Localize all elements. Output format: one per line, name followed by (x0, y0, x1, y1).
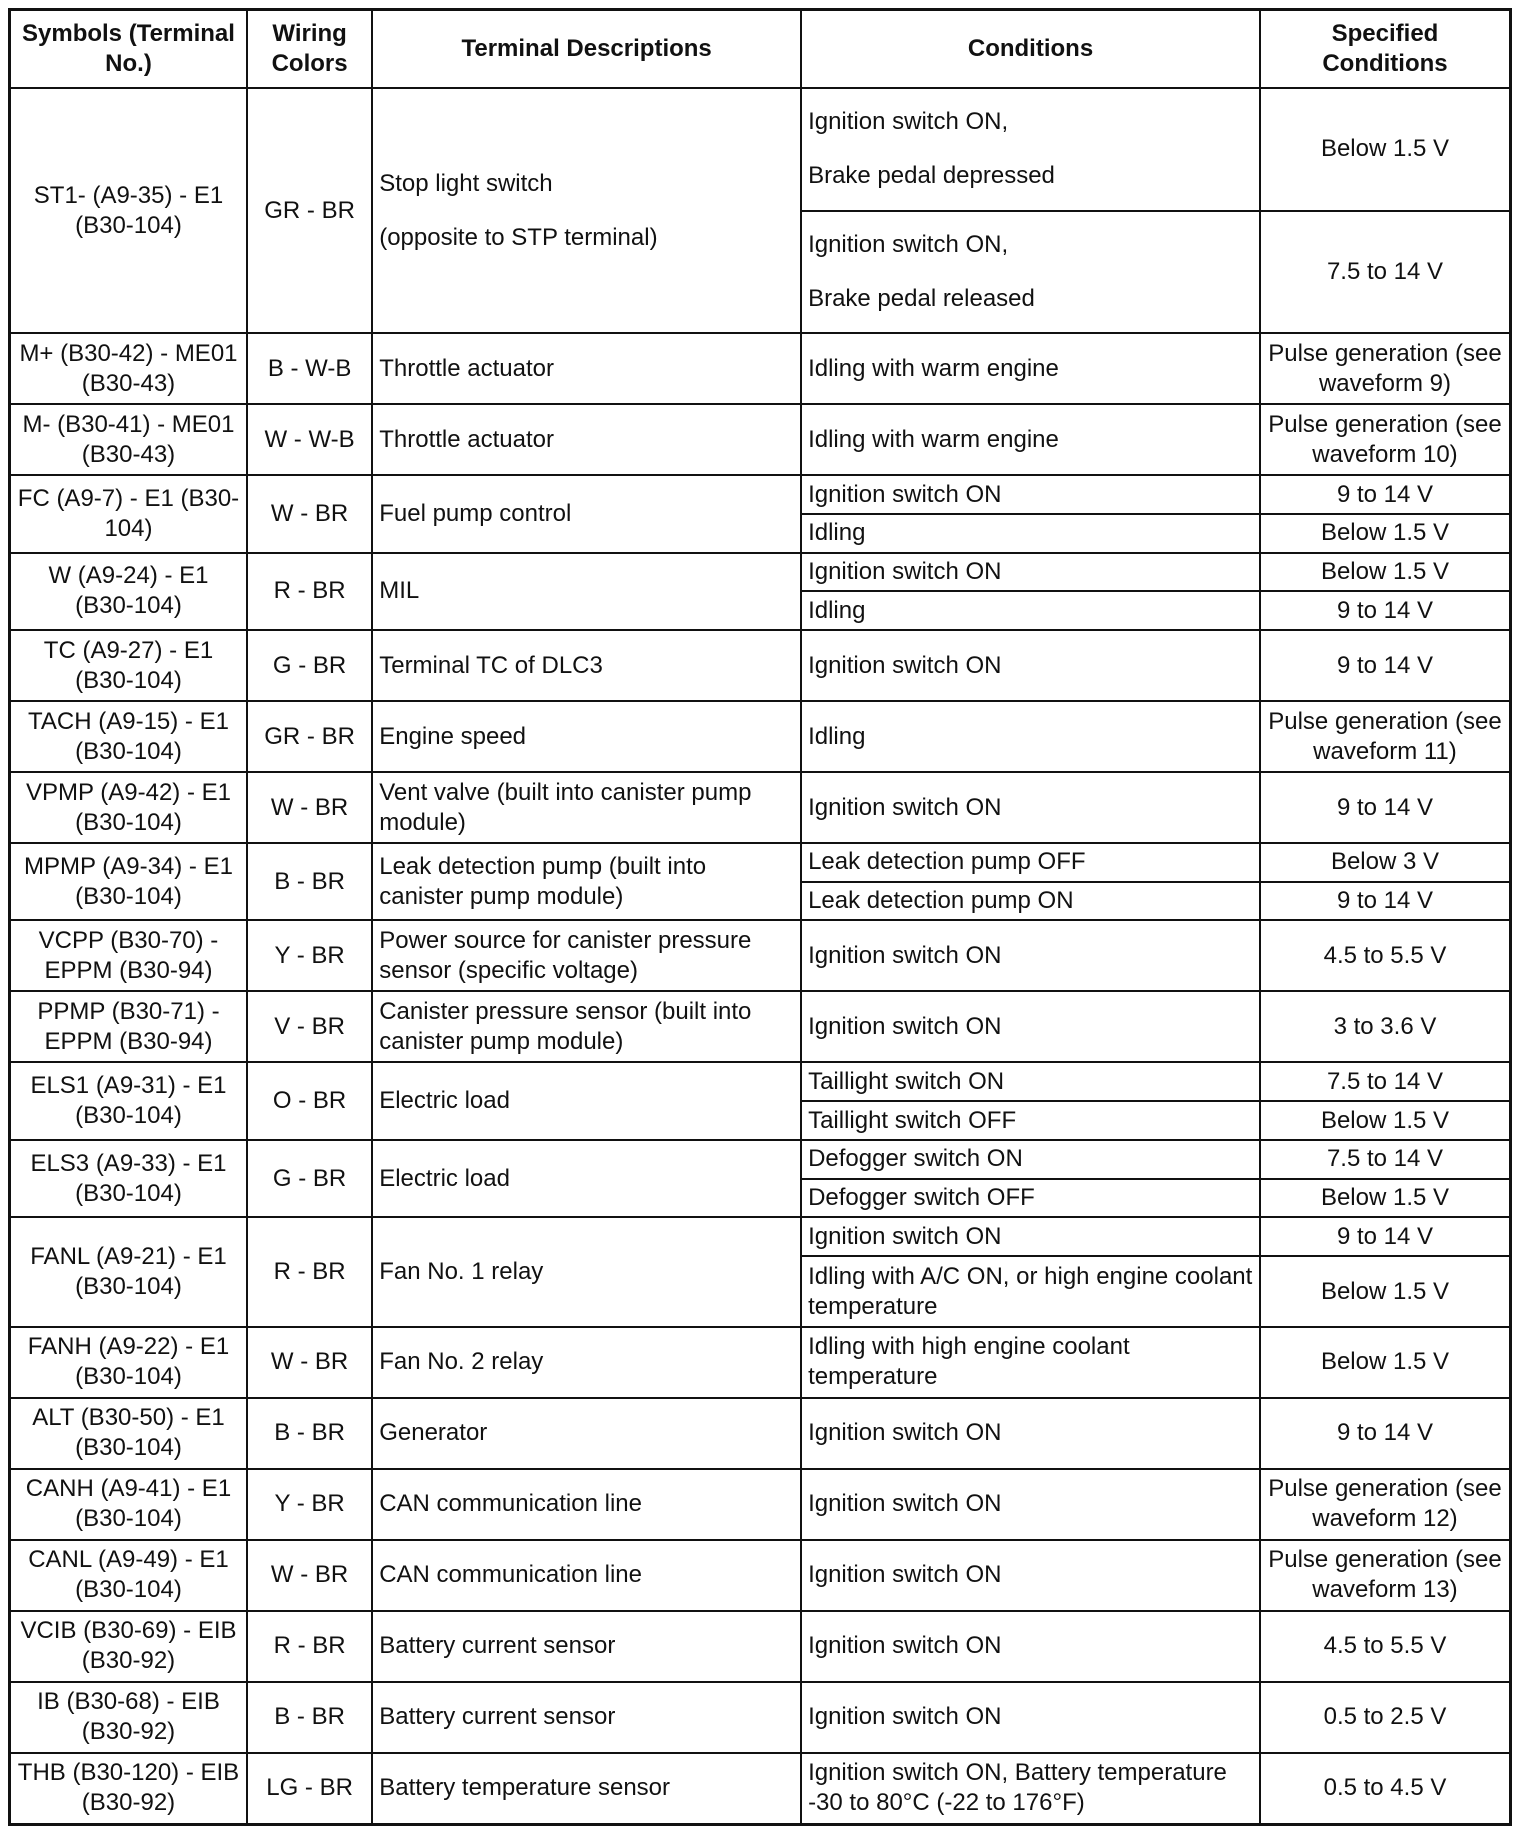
terminal-description: Canister pressure sensor (built into canister pump module) (372, 991, 801, 1062)
table-row (10, 1398, 1511, 1469)
header-symbols: Symbols (Terminal No.) (10, 10, 247, 89)
wiring-color: LG - BR (247, 1753, 372, 1825)
terminal-description: CAN communication line (372, 1469, 801, 1540)
table-row (10, 1469, 1511, 1540)
condition: Defogger switch OFF (801, 1179, 1260, 1218)
specified-condition: 4.5 to 5.5 V (1260, 1611, 1511, 1682)
specified-condition: 9 to 14 V (1260, 1217, 1511, 1256)
table-row (10, 88, 1511, 211)
terminal-description: Engine speed (372, 701, 801, 772)
specified-condition: 3 to 3.6 V (1260, 991, 1511, 1062)
wiring-color: GR - BR (247, 88, 372, 333)
specified-condition: 4.5 to 5.5 V (1260, 920, 1511, 991)
wiring-color: R - BR (247, 1611, 372, 1682)
table-row (10, 1140, 1511, 1179)
condition: Ignition switch ON (801, 991, 1260, 1062)
specified-condition: 9 to 14 V (1260, 772, 1511, 843)
terminal-description: Electric load (372, 1140, 801, 1217)
specified-condition: 7.5 to 14 V (1260, 1140, 1511, 1179)
table-body (10, 88, 1511, 1825)
condition: Ignition switch ON (801, 630, 1260, 701)
specified-condition: Pulse generation (see waveform 13) (1260, 1540, 1511, 1611)
wiring-color: W - BR (247, 1540, 372, 1611)
terminal-symbol: VPMP (A9-42) - E1 (B30-104) (10, 772, 247, 843)
terminal-symbol: VCIB (B30-69) - EIB (B30-92) (10, 1611, 247, 1682)
condition: Ignition switch ON (801, 553, 1260, 592)
table-row (10, 1327, 1511, 1398)
condition: Ignition switch ON (801, 920, 1260, 991)
specified-condition: 9 to 14 V (1260, 882, 1511, 921)
wiring-color: GR - BR (247, 701, 372, 772)
terminal-description: Fuel pump control (372, 475, 801, 552)
header-row (10, 10, 1511, 89)
condition: Ignition switch ON (801, 1398, 1260, 1469)
specified-condition: Below 1.5 V (1260, 1327, 1511, 1398)
table-row (10, 1611, 1511, 1682)
wiring-color: B - W-B (247, 333, 372, 404)
specified-condition: Below 1.5 V (1260, 1256, 1511, 1327)
terminal-description: Vent valve (built into canister pump module) (372, 772, 801, 843)
terminal-symbol: IB (B30-68) - EIB (B30-92) (10, 1682, 247, 1753)
wiring-color: B - BR (247, 843, 372, 920)
specified-condition: 7.5 to 14 V (1260, 1062, 1511, 1101)
terminal-symbol: TACH (A9-15) - E1 (B30-104) (10, 701, 247, 772)
condition: Ignition switch ON (801, 1540, 1260, 1611)
specified-condition: 9 to 14 V (1260, 1398, 1511, 1469)
table-row (10, 1753, 1511, 1825)
wiring-color: B - BR (247, 1398, 372, 1469)
condition: Defogger switch ON (801, 1140, 1260, 1179)
wiring-color: W - W-B (247, 404, 372, 475)
terminal-symbol: W (A9-24) - E1 (B30-104) (10, 553, 247, 630)
condition: Leak detection pump OFF (801, 843, 1260, 882)
terminal-symbol: FC (A9-7) - E1 (B30-104) (10, 475, 247, 552)
terminal-symbol: ELS1 (A9-31) - E1 (B30-104) (10, 1062, 247, 1139)
terminal-symbol: VCPP (B30-70) - EPPM (B30-94) (10, 920, 247, 991)
wiring-color: Y - BR (247, 1469, 372, 1540)
terminal-symbol: ELS3 (A9-33) - E1 (B30-104) (10, 1140, 247, 1217)
terminal-symbol: M+ (B30-42) - ME01 (B30-43) (10, 333, 247, 404)
condition: Leak detection pump ON (801, 882, 1260, 921)
terminal-description: Battery current sensor (372, 1611, 801, 1682)
terminal-symbol: MPMP (A9-34) - E1 (B30-104) (10, 843, 247, 920)
wiring-color: Y - BR (247, 920, 372, 991)
terminal-symbol: FANL (A9-21) - E1 (B30-104) (10, 1217, 247, 1327)
terminal-symbol: TC (A9-27) - E1 (B30-104) (10, 630, 247, 701)
header-specified-conditions: Specified Conditions (1260, 10, 1511, 89)
condition: Ignition switch ON (801, 1682, 1260, 1753)
condition: Ignition switch ON (801, 1469, 1260, 1540)
condition: Ignition switch ON, Brake pedal released (801, 211, 1260, 334)
terminal-symbol: FANH (A9-22) - E1 (B30-104) (10, 1327, 247, 1398)
condition: Taillight switch ON (801, 1062, 1260, 1101)
terminal-symbol: THB (B30-120) - EIB (B30-92) (10, 1753, 247, 1825)
terminal-description: Power source for canister pressure sensor (specific voltage) (372, 920, 801, 991)
terminal-description: Fan No. 1 relay (372, 1217, 801, 1327)
terminal-description: Terminal TC of DLC3 (372, 630, 801, 701)
table-row (10, 1540, 1511, 1611)
table-row (10, 991, 1511, 1062)
table-row (10, 772, 1511, 843)
table-row (10, 333, 1511, 404)
terminal-description: Stop light switch (opposite to STP terminal) (372, 88, 801, 333)
table-row (10, 1682, 1511, 1753)
condition: Ignition switch ON (801, 1217, 1260, 1256)
condition: Ignition switch ON, Battery temperature -30 to 80°C (-22 to 176°F) (801, 1753, 1260, 1825)
terminal-symbol: ST1- (A9-35) - E1 (B30-104) (10, 88, 247, 333)
specified-condition: Below 1.5 V (1260, 553, 1511, 592)
condition: Idling with warm engine (801, 404, 1260, 475)
condition: Idling (801, 701, 1260, 772)
wiring-color: W - BR (247, 475, 372, 552)
terminal-symbol: CANH (A9-41) - E1 (B30-104) (10, 1469, 247, 1540)
wiring-color: V - BR (247, 991, 372, 1062)
table-row (10, 1062, 1511, 1101)
specified-condition: Below 1.5 V (1260, 88, 1511, 211)
terminal-symbol: ALT (B30-50) - E1 (B30-104) (10, 1398, 247, 1469)
condition: Ignition switch ON (801, 475, 1260, 514)
wiring-color: G - BR (247, 630, 372, 701)
terminal-description: Throttle actuator (372, 333, 801, 404)
specified-condition: Below 1.5 V (1260, 1179, 1511, 1218)
terminal-description: Battery temperature sensor (372, 1753, 801, 1825)
terminal-description: Throttle actuator (372, 404, 801, 475)
condition: Ignition switch ON, Brake pedal depressed (801, 88, 1260, 211)
condition: Idling (801, 591, 1260, 630)
terminal-table (8, 8, 1512, 1826)
specified-condition: 9 to 14 V (1260, 475, 1511, 514)
terminal-description: Leak detection pump (built into canister pump module) (372, 843, 801, 920)
wiring-color: W - BR (247, 772, 372, 843)
terminal-description: Battery current sensor (372, 1682, 801, 1753)
specified-condition: Pulse generation (see waveform 11) (1260, 701, 1511, 772)
table-row (10, 920, 1511, 991)
table-row (10, 630, 1511, 701)
terminal-description: Electric load (372, 1062, 801, 1139)
condition: Idling with A/C ON, or high engine coolant temperature (801, 1256, 1260, 1327)
specified-condition: Pulse generation (see waveform 10) (1260, 404, 1511, 475)
specified-condition: Below 3 V (1260, 843, 1511, 882)
header-conditions: Conditions (801, 10, 1260, 89)
terminal-symbol: CANL (A9-49) - E1 (B30-104) (10, 1540, 247, 1611)
specified-condition: Pulse generation (see waveform 9) (1260, 333, 1511, 404)
terminal-symbol: M- (B30-41) - ME01 (B30-43) (10, 404, 247, 475)
specified-condition: 0.5 to 4.5 V (1260, 1753, 1511, 1825)
wiring-color: G - BR (247, 1140, 372, 1217)
wiring-color: W - BR (247, 1327, 372, 1398)
terminal-symbol: PPMP (B30-71) - EPPM (B30-94) (10, 991, 247, 1062)
wiring-color: R - BR (247, 553, 372, 630)
specified-condition: Below 1.5 V (1260, 514, 1511, 553)
terminal-description: Generator (372, 1398, 801, 1469)
condition: Idling with high engine coolant temperature (801, 1327, 1260, 1398)
specified-condition: 7.5 to 14 V (1260, 211, 1511, 334)
terminal-description: Fan No. 2 relay (372, 1327, 801, 1398)
specified-condition: Pulse generation (see waveform 12) (1260, 1469, 1511, 1540)
terminal-description: CAN communication line (372, 1540, 801, 1611)
specified-condition: 0.5 to 2.5 V (1260, 1682, 1511, 1753)
condition: Ignition switch ON (801, 1611, 1260, 1682)
table-row (10, 1217, 1511, 1256)
header-wiring-colors: Wiring Colors (247, 10, 372, 89)
table-row (10, 701, 1511, 772)
specified-condition: 9 to 14 V (1260, 591, 1511, 630)
table-row (10, 475, 1511, 514)
specified-condition: Below 1.5 V (1260, 1101, 1511, 1140)
table-row (10, 404, 1511, 475)
table-row (10, 843, 1511, 882)
wiring-color: B - BR (247, 1682, 372, 1753)
header-terminal-descriptions: Terminal Descriptions (372, 10, 801, 89)
condition: Taillight switch OFF (801, 1101, 1260, 1140)
terminal-description: MIL (372, 553, 801, 630)
wiring-color: R - BR (247, 1217, 372, 1327)
wiring-color: O - BR (247, 1062, 372, 1139)
specified-condition: 9 to 14 V (1260, 630, 1511, 701)
condition: Idling (801, 514, 1260, 553)
condition: Idling with warm engine (801, 333, 1260, 404)
table-row (10, 553, 1511, 592)
condition: Ignition switch ON (801, 772, 1260, 843)
